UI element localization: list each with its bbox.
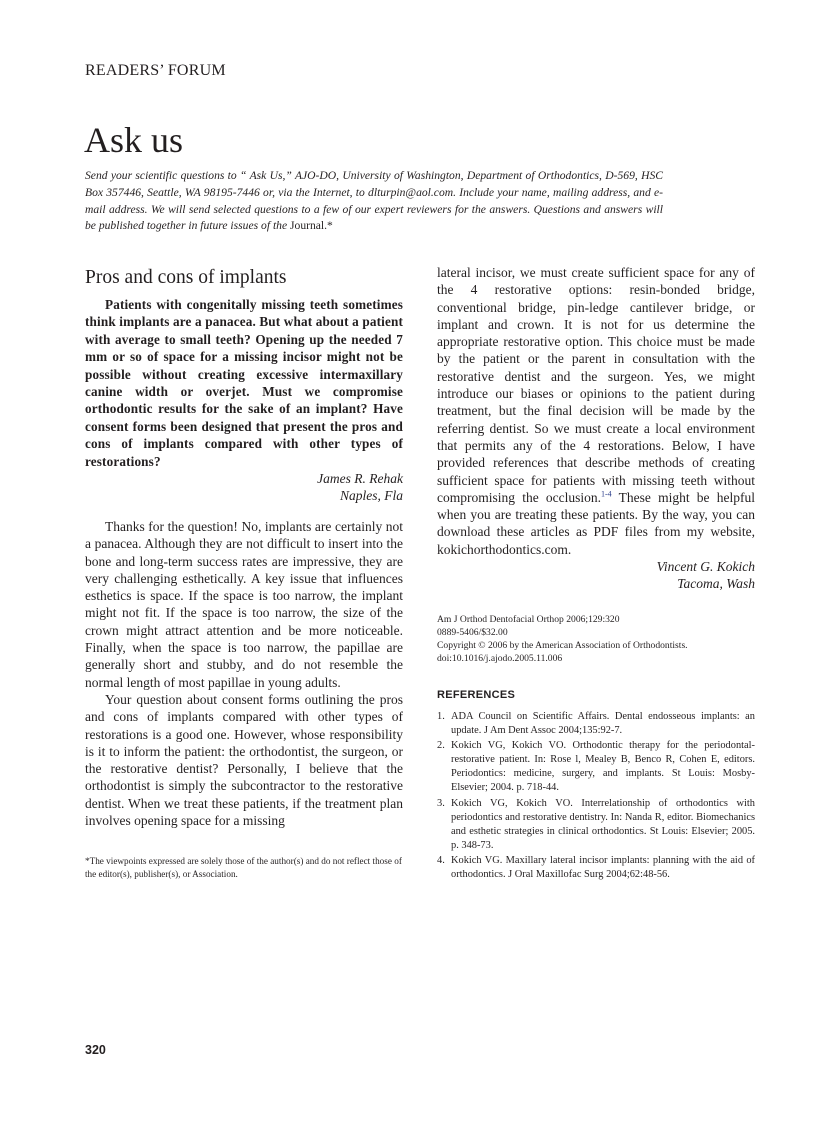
reference-item [437,739,755,795]
reference-item [437,710,755,738]
question-author: James R. Rehak [317,471,403,486]
footnote: *The viewpoints expressed are solely those of the author(s) and do not reflect those of the editor(s), publisher(s), or Association. [85,856,402,879]
citation-block [437,613,755,665]
citation-copyright: Copyright © 2006 by the American Association of Orthodontists. [437,640,688,652]
references-heading: REFERENCES [437,689,516,701]
answer-paragraph-1: Thanks for the question! No, implants are certainly not a panacea. Although they are not difficult to insert into the bone and long-term success rates are impressive, they are very challenging esthetically. A key issue that influences esthetics is space. If the space is too narrow, the implant might not fit. If the space is too narrow, the size of the crown might attract attention and be more noticeable. Finally, when the space is too narrow, the papillae are generally short and stubby, and do not resemble the normal length of most papillae in young adults. [85,519,403,690]
answer-paragraph-2: Your question about consent forms outlining the pros and cons of implants compared with other types of restorations is a good one. However, whose responsibility is it to inform the patient: the orthodontist, the surgeon, or the restorative dentist? Personally, I believe that the orthodontist is simply the subcontractor to the restorative dentist. When we treat these patients, if the treatment plan involves opening space for a missing [85,691,403,829]
answer-signature [437,558,755,593]
reference-text: Kokich VG. Maxillary lateral incisor implants: planning with the aid of orthodontics. J Oral Maxillofac Surg 2004;62:48-56. [451,854,755,881]
intro-journal-word: Journal.* [290,219,333,233]
answer-body-left [85,518,403,829]
intro-paragraph [85,168,663,235]
section-label: READERS’ FORUM [85,62,226,79]
reference-superscript-link[interactable]: 1-4 [601,489,612,499]
reference-item [437,797,755,853]
reference-text: ADA Council on Scientific Affairs. Dental endosseous implants: an update. J Am Dent Assoc 2004;135:92-7. [451,711,755,737]
reference-number: 1. [437,711,445,722]
references-list [437,710,755,883]
intro-text: Send your scientific questions to “ Ask Us,” AJO-DO, University of Washington, Department of Orthodontics, D-569, HSC Box 357446, Seattle, WA 98195-7446 or, via the Internet, to dlturpin@aol.com. Include your name, mailing address, and e-mail address. We will send selected questions to a few of our expert reviewers for the answers. Questions and answers will be published together in future issues of the [85,169,663,233]
citation-issn: 0889-5406/$32.00 [437,627,508,639]
reference-number: 4. [437,854,445,866]
question-location: Naples, Fla [340,488,403,504]
question-heading: Pros and cons of implants [85,267,287,288]
reference-number: 3. [437,797,445,809]
reference-text: Kokich VG, Kokich VO. Orthodontic therapy for the periodontal-restorative patient. In: Rose l, Mealey B, Benco R, Cohen E, editors. Periodontics: medicine, surgery, and implants. St Louis: Mosby-Elsevier; 2004. p. 718-44. [451,740,755,794]
reference-item [437,854,755,882]
answer-text-part-b: These might be helpful when you are treating these patients. By the way, you can download these articles as PDF files from my website, kokichorthodontics.com. [437,489,755,557]
citation-doi[interactable]: doi:10.1016/j.ajodo.2005.11.006 [437,653,563,665]
citation-journal: Am J Orthod Dentofacial Orthop 2006;129:320 [437,614,620,625]
answer-author: Vincent G. Kokich [656,559,755,574]
answer-body-right [437,264,755,558]
reference-text: Kokich VG, Kokich VO. Interrelationship of orthodontics with periodontics and restorative dentistry. In: Nanda R, editor. Biomechanics and esthetic strategies in clinical orthodontics. St Louis: Elsevier; 2005. p. 348-73. [451,797,755,851]
answer-paragraph-2-continued [437,264,755,558]
question-body [85,296,403,470]
answer-text-part-a: lateral incisor, we must create sufficient space for any of the 4 restorative options: resin-bonded bridge, conventional bridge, pin-ledge cantilever bridge, or implant and crown. It is not for us determine the appropriate restorative option. This choice must be made by the patient or the parent in consultation with the restorative dentist and the surgeon. Yes, we might introduce our biases or opinions to the patient during treatment, but the final decision will be made by the referring dentist. So we must create a local environment that permits any of the 4 restorations. Below, I have provided references that describe methods of creating sufficient space for patients with missing teeth without compromising the occlusion. [437,265,755,505]
page-number: 320 [85,1043,106,1057]
page-title: Ask us [84,120,184,160]
question-signature [85,470,403,505]
answer-location: Tacoma, Wash [677,576,755,592]
question-text: Patients with congenitally missing teeth sometimes think implants are a panacea. But what about a patient with average to small teeth? Opening up the needed 7 mm or so of space for a missing incisor might not be possible without creating excessive intermaxillary canine width or overjet. Must we compromise orthodontic results for the sake of an implant? Have consent forms been designed that present the pros and cons of implants compared with other types of restorations? [85,297,403,469]
reference-number: 2. [437,740,445,752]
